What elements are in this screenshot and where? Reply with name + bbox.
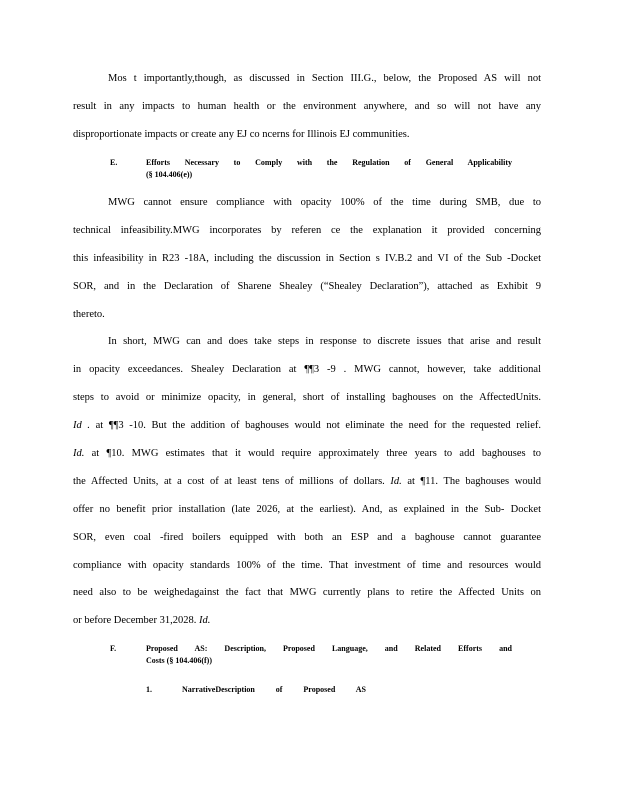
paragraph1-line: result in any impacts to human health or the environment anywhere, and so will not have any	[73, 101, 541, 112]
paragraph2-line: this infeasibility in R23 -18A, including the discussion in Section s IV.B.2 and VI of the Sub -Docket	[73, 253, 541, 264]
paragraph3-line: Id . at ¶¶3 -10. But the addition of baghouses would not eliminate the need for the requested relief.	[73, 420, 541, 431]
paragraph3-line: or before December 31,2028. Id.	[73, 615, 211, 626]
paragraph3-line: steps to avoid or minimize opacity, in general, short of installing baghouses on the AffectedUnits.	[73, 392, 541, 403]
paragraph2-line: MWG cannot ensure compliance with opacity 100% of the time during SMB, due to	[108, 197, 541, 208]
paragraph1-line: disproportionate impacts or create any EJ co ncerns for Illinois EJ communities.	[73, 129, 410, 140]
section-f-title-cont: Costs (§ 104.406(f))	[146, 656, 212, 665]
paragraph3-line: SOR, even coal -fired boilers equipped with both an ESP and a baghouse cannot guarantee	[73, 532, 541, 543]
paragraph2-line: thereto.	[73, 309, 105, 320]
paragraph3-line: Id. at ¶10. MWG estimates that it would require approximately three years to add baghouses to	[73, 448, 541, 459]
subsection-1-title: NarrativeDescription of Proposed AS	[182, 685, 366, 694]
section-e-label: E.	[110, 158, 118, 167]
section-f-label: F.	[110, 644, 117, 653]
paragraph3-line: In short, MWG can and does take steps in response to discrete issues that arise and result	[108, 336, 541, 347]
section-f-title: Proposed AS: Description, Proposed Language, and Related Efforts and	[146, 644, 512, 653]
paragraph3-line: need also to be weighedagainst the fact that MWG currently plans to retire the Affected Units on	[73, 587, 541, 598]
paragraph1-line: Mos t importantly,though, as discussed in Section III.G., below, the Proposed AS will not	[108, 73, 541, 84]
paragraph3-line: the Affected Units, at a cost of at least tens of millions of dollars. Id. at ¶11. The baghouses would	[73, 476, 541, 487]
paragraph3-line: compliance with opacity standards 100% of the time. That investment of time and resources would	[73, 560, 541, 571]
section-e-title-cont: (§ 104.406(e))	[146, 170, 193, 179]
subsection-1-label: 1.	[146, 685, 152, 694]
paragraph2-line: SOR, and in the Declaration of Sharene Shealey (“Shealey Declaration”), attached as Exhibit 9	[73, 281, 541, 292]
paragraph2-line: technical infeasibility.MWG incorporates by referen ce the explanation it provided concerning	[73, 225, 541, 236]
section-e-title: Efforts Necessary to Comply with the Regulation of General Applicability	[146, 158, 512, 167]
paragraph3-line: offer no benefit prior installation (late 2026, at the earliest). And, as explained in the Sub- Docket	[73, 504, 541, 515]
paragraph3-line: in opacity exceedances. Shealey Declaration at ¶¶3 -9 . MWG cannot, however, take additional	[73, 364, 541, 375]
